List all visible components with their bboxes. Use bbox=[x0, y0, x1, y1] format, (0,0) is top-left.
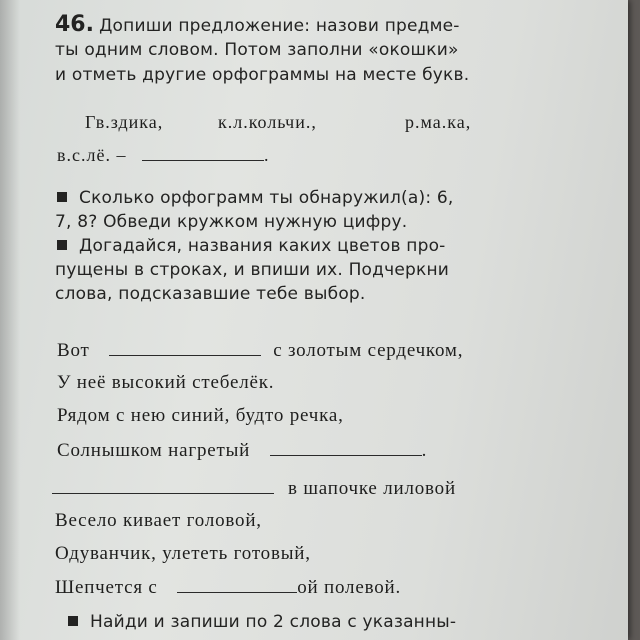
gap-word-1: Гв.здика, bbox=[85, 112, 164, 132]
poem-blank-4[interactable] bbox=[177, 578, 297, 593]
sentence-period: . bbox=[263, 145, 270, 165]
poem-line-4-start: Солнышком нагретый bbox=[57, 440, 251, 461]
exercise-instruction-line-2: ты одним словом. Потом заполни «окошки» bbox=[55, 40, 459, 60]
gap-word-4 bbox=[57, 145, 269, 166]
answer-blank-1[interactable] bbox=[142, 146, 264, 161]
poem-line-8 bbox=[55, 577, 401, 599]
task-2-line-1 bbox=[57, 236, 446, 256]
poem-line-1 bbox=[57, 340, 463, 362]
bullet-square-icon bbox=[57, 192, 67, 202]
gap-word-2: к.л.кольчи., bbox=[218, 112, 317, 132]
bullet-square-icon bbox=[68, 616, 78, 626]
poem-line-8-end: ой полевой. bbox=[297, 577, 402, 598]
instruction-text-1: Допиши предложение: назови предме- bbox=[99, 16, 460, 36]
poem-line-4-end: . bbox=[421, 440, 428, 461]
next-task-line bbox=[68, 612, 456, 632]
exercise-instruction-line-3: и отметь другие орфограммы на месте букв. bbox=[55, 65, 470, 85]
poem-blank-3[interactable] bbox=[52, 479, 274, 494]
poem-blank-2[interactable] bbox=[270, 441, 422, 456]
task-2-line-3: слова, подсказавшие тебе выбор. bbox=[55, 284, 366, 304]
task-2-line-2: пущены в строках, и впиши их. Подчеркни bbox=[55, 260, 450, 280]
task-1-text-1: Сколько орфограмм ты обнаружил(а): 6, bbox=[79, 188, 454, 208]
next-task-text: Найди и запиши по 2 слова с указанны- bbox=[90, 612, 457, 632]
gap-word-3: р.ма.ка, bbox=[405, 112, 472, 132]
bullet-square-icon bbox=[57, 240, 67, 250]
task-2-text-1: Догадайся, названия каких цветов про- bbox=[79, 236, 446, 256]
poem-line-1-end: с золотым сердечком, bbox=[273, 340, 464, 361]
gap-word-4-text: в.с.лё. – bbox=[57, 145, 127, 165]
exercise-instruction-line-1 bbox=[55, 12, 460, 37]
poem-line-8-start: Шепчется с bbox=[55, 577, 158, 598]
task-1-line-2: 7, 8? Обведи кружком нужную цифру. bbox=[55, 212, 408, 232]
poem-blank-1[interactable] bbox=[109, 341, 261, 356]
poem-line-2: У неё высокий стебелёк. bbox=[57, 372, 275, 393]
poem-line-4 bbox=[57, 440, 427, 462]
poem-line-3: Рядом с нею синий, будто речка, bbox=[57, 405, 344, 426]
task-1-line-1 bbox=[57, 188, 453, 208]
exercise-number: 46. bbox=[55, 12, 94, 37]
poem-line-1-start: Вот bbox=[57, 340, 90, 361]
page-shadow bbox=[0, 0, 20, 640]
poem-line-5 bbox=[52, 478, 456, 500]
poem-line-6: Весело кивает головой, bbox=[55, 510, 262, 531]
poem-line-5-end: в шапочке лиловой bbox=[288, 478, 456, 499]
poem-line-7: Одуванчик, улететь готовый, bbox=[55, 543, 311, 564]
